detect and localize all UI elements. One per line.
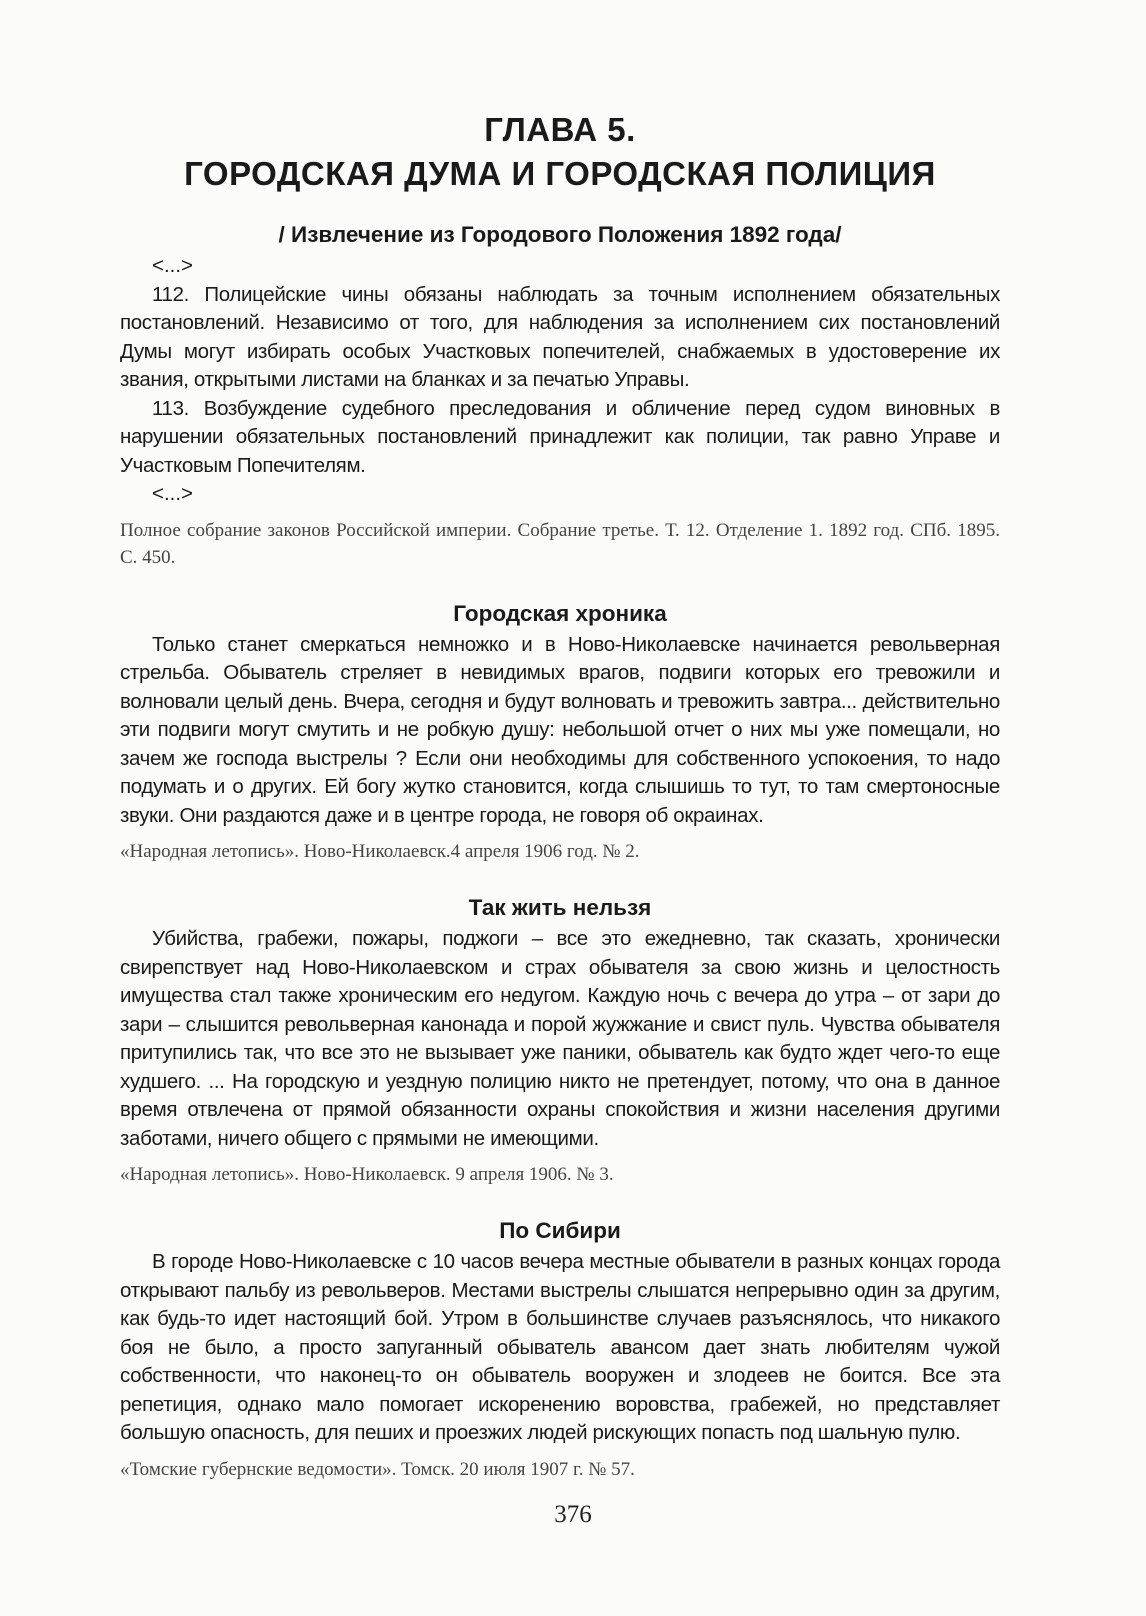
section-text: В городе Ново-Николаевске с 10 часов вечера местные обыватели в разных концах города открывают пальбу из револьверов. Местами выстрелы слышатся непрерывно один за другим, как будь-то идет настоящий бой. Утром в большинстве случаев разъяснялось, что никакого боя не было, а просто запуганный обыватель авансом дает знать любителям чужой собственности, что наконец-то он обыватель вооружен и злодеев не боится. Все эта репетиция, однако мало помогает искоренению воровства, грабежей, но представляет большую опасность, для пеших и проезжих людей рискующих попасть под шальную пулю.: [120, 1250, 1000, 1444]
chapter-title: [120, 108, 1000, 196]
excerpt-source: Полное собрание законов Российской империи. Собрание третье. Т. 12. Отделение 1. 1892 год. СПб. 1895. С. 450.: [120, 519, 1000, 568]
section-source: «Народная летопись». Ново-Николаевск.4 апреля 1906 год. № 2.: [120, 841, 640, 862]
excerpt-block: [120, 252, 1000, 571]
paragraph-113: 113. Возбуждение судебного преследования и обличение перед судом виновных в нарушении обязательных постановлений принадлежит как полиции, так равно Управе и Участковым Попечителям.: [120, 396, 1000, 477]
section-source: «Народная летопись». Ново-Николаевск. 9 апреля 1906. № 3.: [120, 1164, 614, 1185]
chapter-subtitle: / Извлечение из Городового Положения 1892 года/: [278, 222, 842, 247]
section-source: «Томские губернские ведомости». Томск. 20 июля 1907 г. № 57.: [120, 1458, 635, 1480]
section-title: Городская хроника: [453, 600, 667, 626]
ellipsis-open: <...>: [152, 254, 194, 277]
section-text: Только станет смеркаться немножко и в Ново-Николаевске начинается револьверная стрельба. Обыватель стреляет в невидимых врагов, подвиги которых его тревожили и волновали целый день. Вчера, сегодня и будут волновать и тревожить завтра... действительно эти подвиги могут смутить и не робкую душу: небольшой отчет о них мы уже помещали, но зачем же господа выстрелы ? Если они необходимы для собственного успокоения, то надо подумать и о других. Ей богу жутко становится, когда слышишь то тут, то там смертоносные звуки. Они раздаются даже и в центре города, не говоря об окраинах.: [120, 632, 1000, 827]
section-city-chronicle: [120, 599, 1000, 866]
chapter-title-line1: ГЛАВА 5.: [484, 111, 636, 148]
section-across-siberia: [120, 1216, 1000, 1483]
section-title: Так жить нельзя: [468, 895, 652, 920]
section-title: По Сибири: [499, 1218, 621, 1243]
ellipsis-close: <...>: [152, 482, 194, 505]
page-number: 376: [554, 1501, 592, 1528]
paragraph-112: 112. Полицейские чины обязаны наблюдать за точным исполнением обязательных постановлений. Независимо от того, для наблюдения за исполнением сих постановлений Думы могут избирать особых Участковых попечителей, снабжаемых в удостоверение их звания, открытыми листами на бланках и за печатью Управы.: [120, 282, 1000, 391]
page-content: [120, 108, 1000, 1483]
section-text: Убийства, грабежи, пожары, поджоги – все это ежедневно, так сказать, хронически свирепствует над Ново-Николаевском и страх обывателя за свою жизнь и целостность имущества стал также хроническим его недугом. Каждую ночь с вечера до утра – от зари до зари – слышится револьверная канонада и порой жужжание и свист пуль. Чувства обывателя притупились так, что все это не вызывает уже паники, обыватель как будто ждет чего-то еще худшего. ... На городскую и уездную полицию никто не претендует, потому, что она в данное время отвлечена от прямой обязанности охраны спокойствия и жизни населения другими заботами, ничего общего с прямыми не имеющими.: [120, 927, 1000, 1150]
section-cant-live-like-this: [120, 893, 1000, 1188]
chapter-title-line2: ГОРОДСКАЯ ДУМА И ГОРОДСКАЯ ПОЛИЦИЯ: [184, 155, 936, 192]
